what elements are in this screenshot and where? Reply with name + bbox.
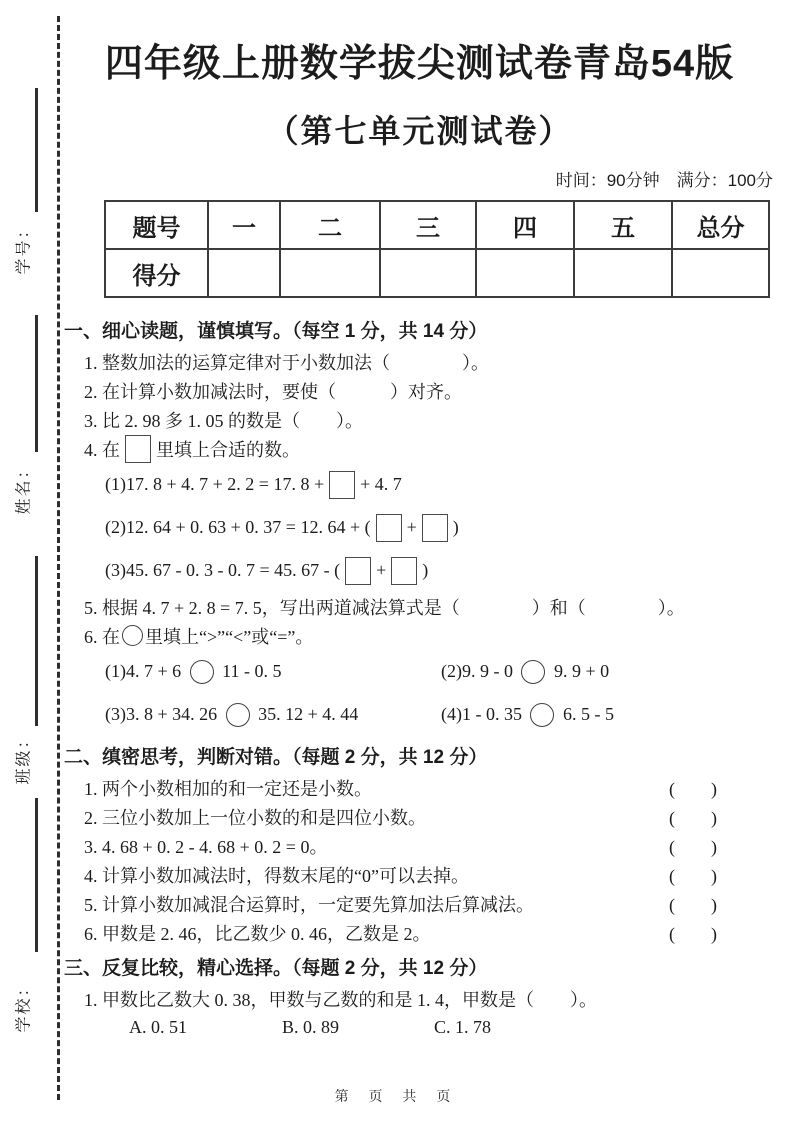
blank-box: [376, 514, 402, 542]
score-empty-cell: [280, 249, 380, 297]
question-text: ): [452, 517, 459, 537]
blank-box: [329, 471, 355, 499]
class-label: [2, 711, 42, 803]
question-line: [64, 889, 775, 918]
section-1: [64, 317, 775, 736]
time-score-meta: 时间：90分钟 满分：100分: [555, 171, 773, 190]
school-label: [2, 959, 42, 1051]
question-text: 3. 4. 68 + 0. 2 - 4. 68 + 0. 2 = 0。: [84, 836, 328, 857]
question-text: ): [422, 560, 429, 580]
question-text: (1)4. 7 + 6: [105, 661, 186, 681]
question-text: 1. 整数加法的运算定律对于小数加法（ ）。: [84, 352, 489, 373]
question-column: [105, 660, 441, 684]
question-text: 5. 根据 4. 7 + 2. 8 = 7. 5，写出两道减法算式是（ ）和（ ）。: [84, 597, 685, 618]
question-line: [64, 831, 775, 860]
blank-box: [391, 557, 417, 585]
student-id-label-text: 学号：: [15, 219, 33, 275]
score-empty-cell: [380, 249, 476, 297]
section-heading: 三、反复比较，精心选择。（每题 2 分，共 12 分）: [64, 958, 488, 979]
question-column: [441, 703, 614, 727]
score-table-header-cell: 四: [476, 201, 574, 249]
question-text: (2)9. 9 - 0: [441, 661, 518, 681]
score-table-header-cell: 五: [574, 201, 672, 249]
score-empty-cell: [672, 249, 769, 297]
main-content: [64, 0, 775, 1042]
name-label: [2, 441, 42, 533]
question-line: [64, 592, 775, 621]
dashed-cut-line: [57, 16, 60, 1100]
question-line: [64, 650, 775, 693]
score-table-header-cell: 总分: [672, 201, 769, 249]
compare-circle: [521, 660, 545, 684]
score-table-header-row: [105, 201, 769, 249]
student-id-label: [2, 201, 42, 293]
answer-paren: ( ): [669, 807, 717, 828]
question-text: + 4. 7: [360, 474, 402, 494]
question-line: [64, 434, 775, 463]
question-text: 4. 在: [84, 439, 120, 460]
spacer: [339, 1027, 434, 1028]
question-text: 6. 甲数是 2. 46，比乙数少 0. 46，乙数是 2。: [84, 923, 431, 944]
question-text: 2. 在计算小数加减法时，要使（ ）对齐。: [84, 381, 462, 402]
blank-box: [125, 435, 151, 463]
question-line: [64, 1013, 775, 1042]
school-write-line: [35, 798, 38, 952]
question-text: (2)12. 64 + 0. 63 + 0. 37 = 12. 64 + (: [105, 517, 371, 537]
score-empty-cell: [574, 249, 672, 297]
question-line: [64, 984, 775, 1013]
question-text: 1. 甲数比乙数大 0. 38，甲数与乙数的和是 1. 4，甲数是（ ）。: [84, 989, 597, 1010]
paper-subtitle: （第七单元测试卷）: [266, 113, 573, 149]
school-label-text: 学校：: [15, 977, 33, 1033]
score-table-header-cell: 一: [208, 201, 280, 249]
compare-circle: [190, 660, 214, 684]
score-table-corner-cell: 题号: [105, 201, 208, 249]
question-text: A. 0. 51: [129, 1017, 187, 1037]
question-column: [105, 703, 441, 727]
question-text: +: [376, 560, 387, 580]
compare-circle: [122, 625, 143, 646]
score-table: [104, 200, 770, 298]
page-footer: 第 页 共 页: [334, 1088, 459, 1104]
answer-paren: ( ): [669, 865, 717, 886]
question-text: (4)1 - 0. 35: [441, 704, 527, 724]
question-text: 里填上合适的数。: [156, 439, 300, 460]
question-line: [64, 376, 775, 405]
question-line: [64, 549, 775, 592]
score-empty-cell: [476, 249, 574, 297]
class-write-line: [35, 556, 38, 726]
question-text: 2. 三位小数加上一位小数的和是四位小数。: [84, 807, 426, 828]
question-text: 5. 计算小数加减混合运算时，一定要先算加法后算减法。: [84, 894, 534, 915]
blank-box: [422, 514, 448, 542]
question-text: 1. 两个小数相加的和一定还是小数。: [84, 778, 372, 799]
question-line: [64, 405, 775, 434]
blank-box: [345, 557, 371, 585]
score-table-header-cell: 二: [280, 201, 380, 249]
answer-paren: ( ): [669, 894, 717, 915]
compare-circle: [226, 703, 250, 727]
question-line: [64, 860, 775, 889]
question-text: C. 1. 78: [434, 1017, 492, 1037]
question-line: [64, 506, 775, 549]
question-line: [64, 918, 775, 947]
spacer: [105, 1027, 129, 1028]
score-empty-cell: [208, 249, 280, 297]
question-text: (3)3. 8 + 34. 26: [105, 704, 222, 724]
question-text: (1)17. 8 + 4. 7 + 2. 2 = 17. 8 +: [105, 474, 325, 494]
score-table-header-cell: 三: [380, 201, 476, 249]
question-text: 35. 12 + 4. 44: [253, 704, 359, 724]
section-2: [64, 743, 775, 947]
answer-paren: ( ): [669, 778, 717, 799]
question-line: [64, 773, 775, 802]
compare-circle: [530, 703, 554, 727]
class-label-text: 班级：: [15, 729, 33, 785]
answer-paren: ( ): [669, 923, 717, 944]
score-row-label-cell: 得分: [105, 249, 208, 297]
questions: [64, 317, 775, 1042]
question-line: [64, 621, 775, 650]
question-text: 11 - 0. 5: [217, 661, 282, 681]
section-3: [64, 954, 775, 1042]
student-id-write-line: [35, 88, 38, 212]
spacer: [187, 1027, 282, 1028]
question-text: +: [406, 517, 417, 537]
question-line: [64, 463, 775, 506]
question-text: 里填上“>”“<”或“=”。: [145, 626, 314, 647]
question-column: [441, 660, 609, 684]
paper-title: 四年级上册数学拔尖测试卷青岛54版: [104, 43, 735, 85]
question-text: 4. 计算小数加减法时，得数末尾的“0”可以去掉。: [84, 865, 469, 886]
section-heading: 二、缜密思考，判断对错。（每题 2 分，共 12 分）: [64, 747, 488, 768]
score-table-score-row: [105, 249, 769, 297]
question-text: B. 0. 89: [282, 1017, 340, 1037]
question-line: [64, 802, 775, 831]
section-heading: 一、细心读题，谨慎填写。（每空 1 分，共 14 分）: [64, 321, 488, 342]
question-line: [64, 693, 775, 736]
question-line: [64, 347, 775, 376]
question-text: 9. 9 + 0: [549, 661, 610, 681]
question-text: 6. 在: [84, 626, 120, 647]
question-text: (3)45. 67 - 0. 3 - 0. 7 = 45. 67 - (: [105, 560, 341, 580]
answer-paren: ( ): [669, 836, 717, 857]
name-label-text: 姓名：: [15, 459, 33, 515]
question-text: 3. 比 2. 98 多 1. 05 的数是（ ）。: [84, 410, 363, 431]
question-text: 6. 5 - 5: [558, 704, 614, 724]
name-write-line: [35, 315, 38, 452]
